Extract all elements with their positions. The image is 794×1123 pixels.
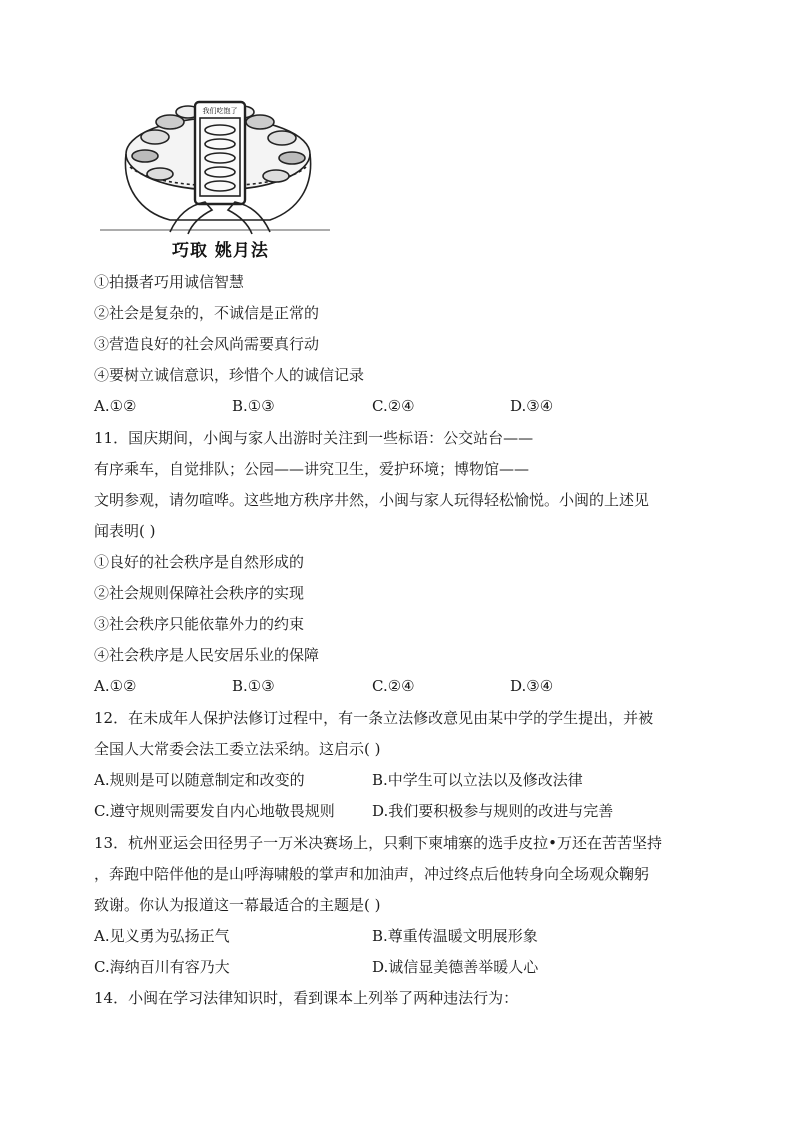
q10-option-d: D.③④ [510,397,554,415]
phone-screen-text: 我们吃饱了 [202,107,238,115]
q14-stem-line-1: 14．小闽在学习法律知识时，看到课本上列举了两种违法行为： [94,989,519,1007]
q11-stem-line-3: 文明参观，请勿喧哗。这些地方秩序井然，小闽与家人玩得轻松愉悦。小闽的上述见 [94,491,650,509]
q11-option-d: D.③④ [510,677,554,695]
q11-option-c: C.②④ [372,677,415,695]
q12-option-a: A.规则是可以随意制定和改变的 [94,771,305,789]
q10-statement-4: ④要树立诚信意识，珍惜个人的诚信记录 [94,366,365,384]
q10-statement-2: ②社会是复杂的，不诚信是正常的 [94,304,320,322]
q10-option-b: B.①③ [232,397,275,415]
q11-stem-line-1: 11．国庆期间，小闽与家人出游时关注到一些标语：公交站台—— [94,429,534,447]
q13-stem-line-1: 13．杭州亚运会田径男子一万米决赛场上，只剩下柬埔寨的选手皮拉•万还在苦苦坚持 [94,834,662,852]
q11-statement-2: ②社会规则保障社会秩序的实现 [94,584,305,602]
q10-option-a: A.①② [94,397,137,415]
q12-option-d: D.我们要积极参与规则的改进与完善 [372,802,614,820]
q13-option-b: B.尊重传温暖文明展形象 [372,927,538,945]
q10-statement-1: ①拍摄者巧用诚信智慧 [94,273,245,291]
q12-option-b: B.中学生可以立法以及修改法律 [372,771,583,789]
q11-statement-1: ①良好的社会秩序是自然形成的 [94,553,305,571]
q12-stem-line-2: 全国人大常委会法工委立法采纳。这启示( ) [94,740,381,758]
q13-option-d: D.诚信显美德善举暖人心 [372,958,539,976]
cartoon-caption: 巧取 姚月法 [172,241,269,261]
q10-statement-3: ③营造良好的社会风尚需要真行动 [94,335,320,353]
cartoon-illustration [100,92,330,237]
q11-option-a: A.①② [94,677,137,695]
q12-option-c: C.遵守规则需要发自内心地敬畏规则 [94,802,335,820]
q10-option-c: C.②④ [372,397,415,415]
q12-stem-line-1: 12．在未成年人保护法修订过程中，有一条立法修改意见由某中学的学生提出，并被 [94,709,654,727]
q11-statement-4: ④社会秩序是人民安居乐业的保障 [94,646,320,664]
q13-stem-line-2: ，奔跑中陪伴他的是山呼海啸般的掌声和加油声，冲过终点后他转身向全场观众鞠躬 [94,865,650,883]
q13-option-a: A.见义勇为弘扬正气 [94,927,230,945]
q13-stem-line-3: 致谢。你认为报道这一幕最适合的主题是( ) [94,896,381,914]
q11-statement-3: ③社会秩序只能依靠外力的约束 [94,615,305,633]
q11-stem-line-2: 有序乘车，自觉排队；公园——讲究卫生，爱护环境；博物馆—— [94,460,530,478]
q11-option-b: B.①③ [232,677,275,695]
q11-stem-line-4: 闻表明( ) [94,522,156,540]
q13-option-c: C.海纳百川有容乃大 [94,958,230,976]
